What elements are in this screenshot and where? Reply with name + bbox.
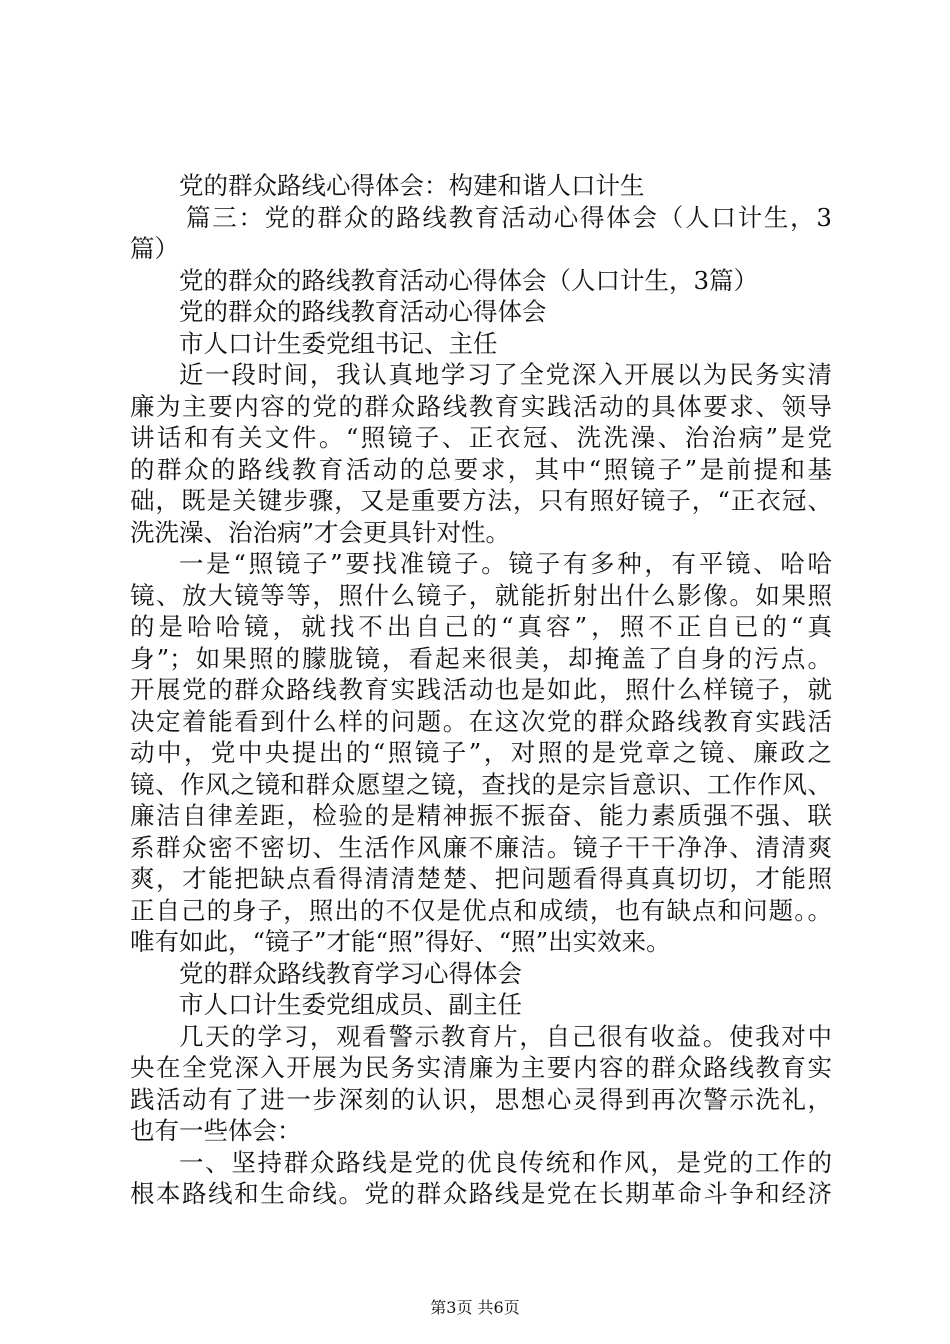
paragraph-line: 央在全党深入开展为民务实清廉为主要内容的群众路线教育实 xyxy=(130,1053,832,1082)
paragraph-line: 动中，党中央提出的“照镜子”，对照的是党章之镜、廉政之 xyxy=(130,738,832,767)
paragraph-line: 身”；如果照的朦胧镜，看起来很美，却掩盖了自身的污点。 xyxy=(130,643,832,673)
section-title-line: 篇三：党的群众的路线教育活动心得体会（人口计生，3 xyxy=(186,202,832,232)
paragraph-line: 洗洗澡、治治病”才会更具针对性。 xyxy=(130,517,511,547)
paragraph-line: 系群众密不密切、生活作风廉不廉洁。镜子干干净净、清清爽 xyxy=(130,832,832,862)
page-number-footer: 第3页 共6页 xyxy=(430,1298,520,1317)
paragraph-line: 践活动有了进一步深刻的认识，思想心灵得到再次警示洗礼， xyxy=(130,1084,832,1114)
author-line: 市人口计生委党组成员、副主任 xyxy=(179,990,522,1019)
paragraph-line: 一、坚持群众路线是党的优良传统和作风，是党的工作的 xyxy=(179,1147,832,1177)
paragraph-line: 根本路线和生命线。党的群众路线是党在长期革命斗争和经济 xyxy=(130,1179,832,1208)
article-title-line: 党的群众的路线教育活动心得体会 xyxy=(179,297,547,326)
article-title-line: 党的群众路线教育学习心得体会 xyxy=(179,958,522,988)
paragraph-line: 正自己的身子，照出的不仅是优点和成绩，也有缺点和问题。。 xyxy=(130,895,832,925)
heading-line: 党的群众路线心得体会：构建和谐人口计生 xyxy=(179,171,645,200)
paragraph-line: 的是哈哈镜，就找不出自己的“真容”，照不正自已的“真 xyxy=(130,612,832,641)
paragraph-line: 决定着能看到什么样的问题。在这次党的群众路线教育实践活 xyxy=(130,706,832,736)
section-title-line: 篇） xyxy=(130,234,179,263)
author-line: 市人口计生委党组书记、主任 xyxy=(179,328,498,358)
paragraph-line: 近一段时间，我认真地学习了全党深入开展以为民务实清 xyxy=(179,360,832,389)
subtitle-line: 党的群众的路线教育活动心得体会（人口计生，3篇） xyxy=(179,265,759,295)
paragraph-line: 廉为主要内容的党的群众路线教育实践活动的具体要求、领导 xyxy=(130,391,832,421)
paragraph-line: 一是“照镜子”要找准镜子。镜子有多种，有平镜、哈哈 xyxy=(179,549,832,578)
paragraph-line: 也有一些体会： xyxy=(130,1116,302,1145)
paragraph-line: 唯有如此，“镜子”才能“照”得好、“照”出实效来。 xyxy=(130,927,671,956)
paragraph-line: 爽，才能把缺点看得清清楚楚、把问题看得真真切切，才能照 xyxy=(130,864,832,893)
paragraph-line: 廉洁自律差距，检验的是精神振不振奋、能力素质强不强、联 xyxy=(130,801,832,830)
paragraph-line: 讲话和有关文件。“照镜子、正衣冠、洗洗澡、治治病”是党 xyxy=(130,423,832,452)
paragraph-line: 几天的学习，观看警示教育片，自己很有收益。使我对中 xyxy=(179,1021,832,1051)
paragraph-line: 开展党的群众路线教育实践活动也是如此，照什么样镜子，就 xyxy=(130,675,832,704)
paragraph-line: 的群众的路线教育活动的总要求，其中“照镜子”是前提和基 xyxy=(130,454,832,484)
document-body xyxy=(130,170,832,1210)
paragraph-line: 础，既是关键步骤，又是重要方法，只有照好镜子，“正衣冠、 xyxy=(130,486,832,515)
paragraph-line: 镜、作风之镜和群众愿望之镜，查找的是宗旨意识、工作作风、 xyxy=(130,769,832,799)
paragraph-line: 镜、放大镜等等，照什么镜子，就能折射出什么影像。如果照 xyxy=(130,580,832,610)
